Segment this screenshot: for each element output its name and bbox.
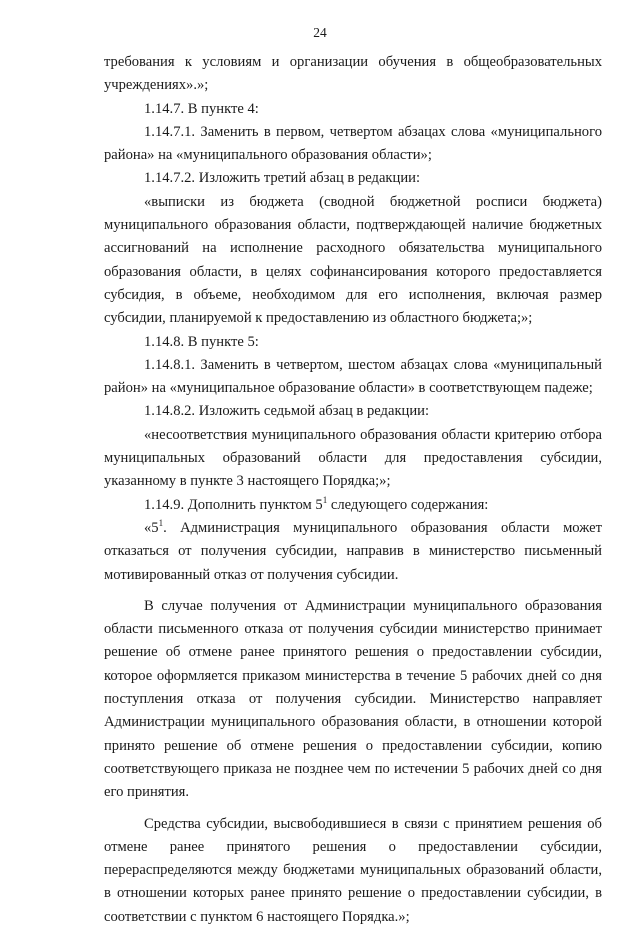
paragraph-item-1-14-9-after: следующего содержания: <box>327 496 489 513</box>
paragraph-item-1-14-8: 1.14.8. В пункте 5: <box>144 333 259 350</box>
paragraph-item-1-14-9 <box>104 494 602 517</box>
paragraph-quote-refusal-before: «5 <box>144 519 159 536</box>
paragraph-quote-budget-extract: «выписки из бюджета (сводной бюджетной росписи бюджета) муниципального образования области, подтверждающей наличие бюджетных ассигнований на исполнение расходного обязательства муниципального образования области, в целях софинансирования которого предоставляется субсидия, в объеме, необходимом для его исполнения, включая размер субсидии, планируемой к предоставлению из областного бюджета;»; <box>104 193 602 327</box>
paragraph-continuation: требования к условиям и организации обучения в общеобразовательных учреждениях».»; <box>104 54 602 94</box>
document-body <box>104 51 602 929</box>
page-number: 24 <box>313 25 327 40</box>
paragraph-item-1-14-7: 1.14.7. В пункте 4: <box>144 100 259 117</box>
paragraph-quote-refusal <box>104 517 602 587</box>
paragraph-refusal-procedure: В случае получения от Администрации муниципального образования области письменного отказа от получения субсидии министерство принимает решение об отмене ранее принятого решения о предоставлении субсидии, которое оформляется приказом министерства в течение 5 рабочих дней со дня поступления отказа от получения субсидии. Министерство направляет Администрации муниципального образования области, в отношении которой принято решение об отмене решения о предоставлении субсидии, копию соответствующего приказа не позднее чем по истечении 5 рабочих дней со дня его принятия. <box>104 597 602 801</box>
paragraph-item-1-14-8-1: 1.14.8.1. Заменить в четвертом, шестом абзацах слова «муниципальный район» на «муниципальное образование области» в соответствующем падеже; <box>104 356 602 397</box>
superscript-one: 1 <box>322 494 328 505</box>
paragraph-quote-refusal-after: . Администрация муниципального образования области может отказаться от получения субсидии, направив в министерство письменный мотивированный отказ от получения субсидии. <box>104 519 602 583</box>
paragraph-item-1-14-7-2: 1.14.7.2. Изложить третий абзац в редакции: <box>144 170 420 187</box>
paragraph-item-1-14-9-before: 1.14.9. Дополнить пунктом 5 <box>144 496 323 513</box>
paragraph-item-1-14-8-2: 1.14.8.2. Изложить седьмой абзац в редакции: <box>144 403 430 420</box>
superscript-one: 1 <box>158 518 164 529</box>
paragraph-redistribution: Средства субсидии, высвободившиеся в связи с принятием решения об отмене ранее принятого решения о предоставлении субсидии, перераспределяются между бюджетами муниципальных образований области, в отношении которых ранее принято решение о предоставлении субсидии, в соответствии с пунктом 6 настоящего Порядка.»; <box>104 815 602 925</box>
paragraph-item-1-14-7-1: 1.14.7.1. Заменить в первом, четвертом абзацах слова «муниципального района» на «муниципального образования области»; <box>104 123 602 164</box>
paragraph-quote-criterion: «несоответствия муниципального образования области критерию отбора муниципальных образований области для предоставления субсидии, указанному в пункте 3 настоящего Порядка;»; <box>104 426 602 490</box>
